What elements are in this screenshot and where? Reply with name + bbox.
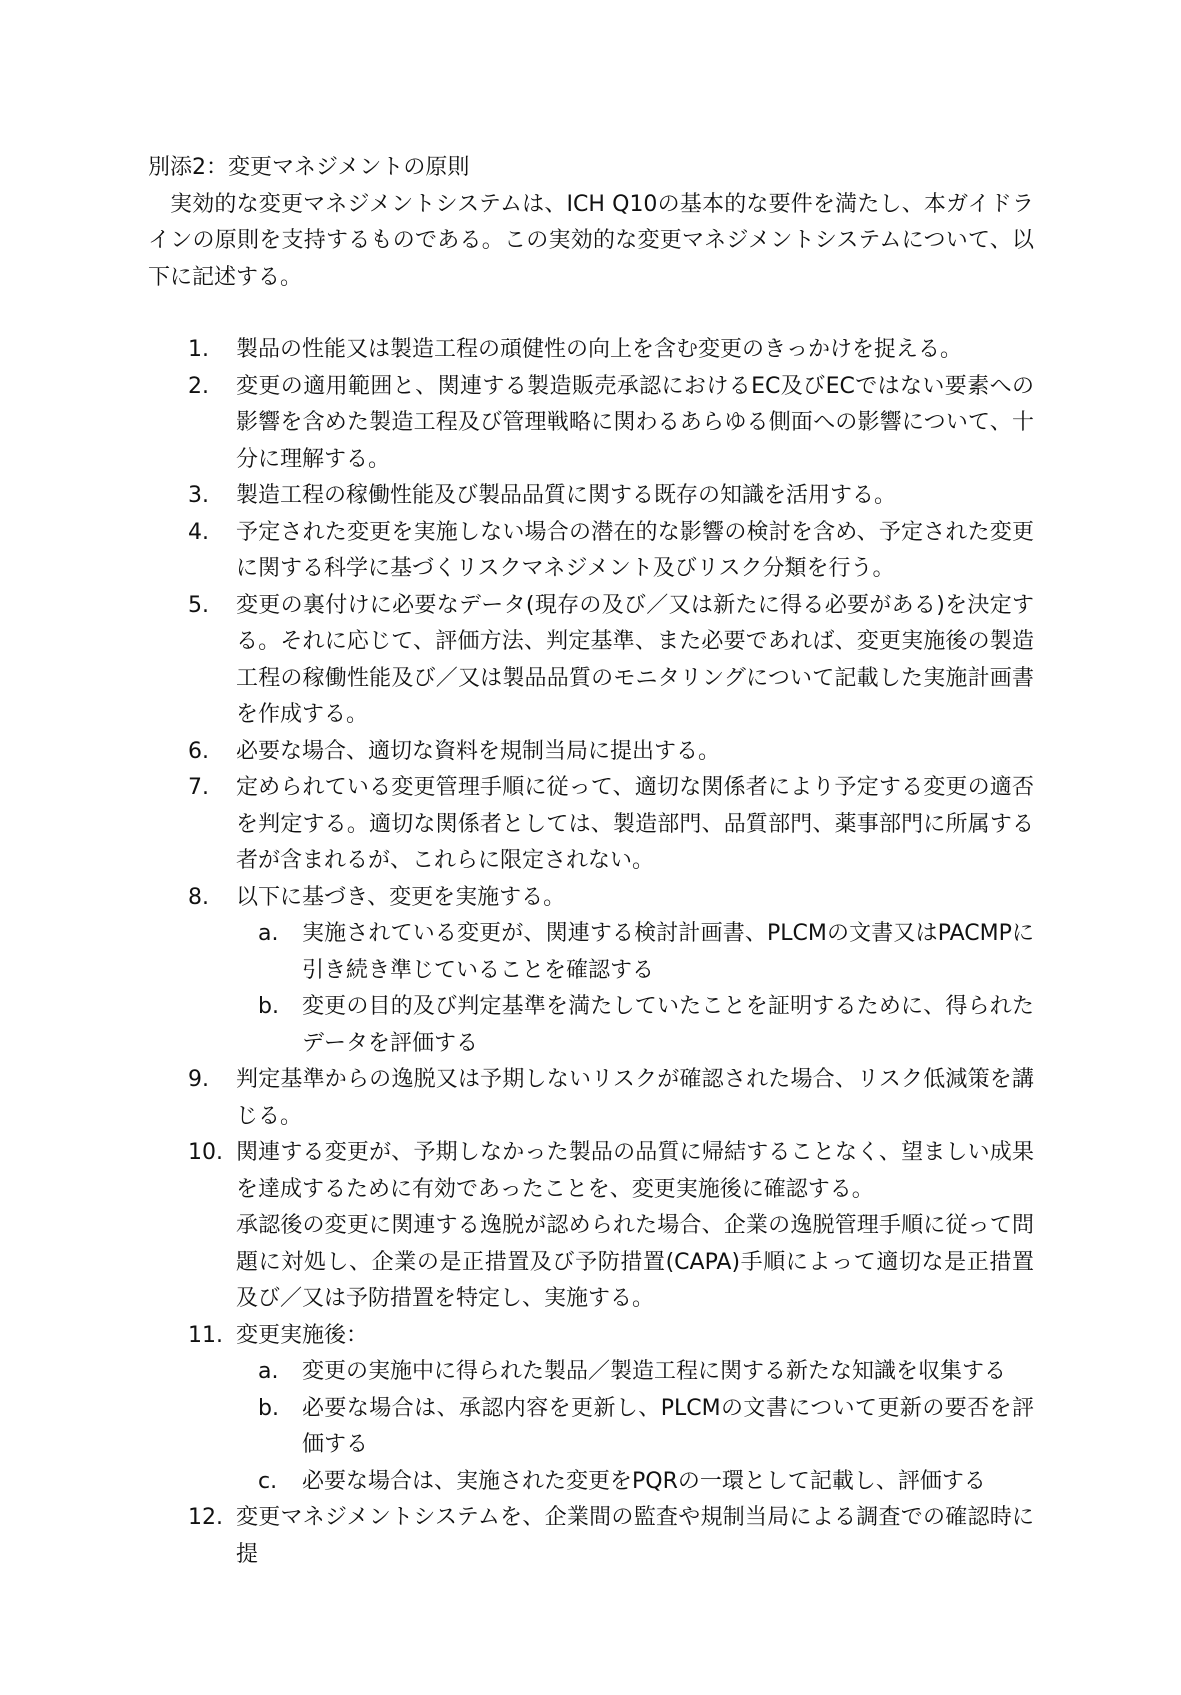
item-note: 承認後の変更に関連する逸脱が認められた場合、企業の逸脱管理手順に従って問題に対処し、企業の是正措置及び予防措置(CAPA)手順によって適切な是正措置及び／又は予防措置を特定し、実施する。 — [236, 1213, 1034, 1311]
item-text: 必要な場合、適切な資料を規制当局に提出する。 — [236, 738, 721, 764]
sub-item-text: 変更の目的及び判定基準を満たしていたことを証明するために、得られたデータを評価する — [302, 994, 1034, 1056]
item-text: 変更マネジメントシステムを、企業間の監査や規制当局による調査での確認時に提 — [236, 1505, 1034, 1567]
item-text: 変更実施後： — [236, 1322, 369, 1348]
item-text: 定められている変更管理手順に従って、適切な関係者により予定する変更の適否を判定する。適切な関係者としては、製造部門、品質部門、薬事部門に所属する者が含まれるが、これらに限定されない。 — [236, 775, 1034, 873]
item-text: 関連する変更が、予期しなかった製品の品質に帰結することなく、望ましい成果を達成するために有効であったことを、変更実施後に確認する。 — [236, 1140, 1034, 1202]
attachment-heading: 別添2：変更マネジメントの原則 — [148, 155, 470, 180]
sub-item-label: b. — [258, 994, 279, 1019]
intro-paragraph: 実効的な変更マネジメントシステムは、ICH Q10の基本的な要件を満たし、本ガイドラインの原則を支持するものである。この実効的な変更マネジメントシステムについて、以下に記述する。 — [148, 191, 1034, 290]
sub-item-label: a. — [258, 921, 279, 946]
sub-item-text: 必要な場合は、承認内容を更新し、PLCMの文書について更新の要否を評価する — [302, 1395, 1034, 1457]
sub-list — [236, 916, 1034, 1062]
item-text: 以下に基づき、変更を実施する。 — [236, 884, 566, 910]
sub-list-item — [236, 916, 1034, 989]
item-number: 9. — [188, 1067, 209, 1092]
list-item — [148, 478, 1034, 515]
principles-list — [148, 332, 1034, 1573]
sub-item-label: c. — [258, 1468, 278, 1494]
item-number: 4. — [188, 519, 209, 545]
item-text: 変更の裏付けに必要なデータ(現存の及び／又は新たに得る必要がある)を決定する。それに応じて、評価方法、判定基準、また必要であれば、変更実施後の製造工程の稼働性能及び／又は製品品質のモニタリングについて記載した実施計画書を作成する。 — [236, 592, 1034, 727]
item-number: 10. — [188, 1140, 223, 1165]
sub-item-label: a. — [258, 1359, 279, 1384]
sub-list-item — [236, 989, 1034, 1062]
sub-list-item — [236, 1464, 1034, 1501]
item-number: 7. — [188, 775, 209, 800]
item-number: 11. — [188, 1322, 223, 1348]
item-number: 3. — [188, 483, 209, 508]
list-item — [148, 515, 1034, 588]
list-item — [148, 588, 1034, 734]
sub-item-text: 実施されている変更が、関連する検討計画書、PLCMの文書又はPACMPに引き続き準じていることを確認する — [302, 921, 1034, 983]
sub-list — [236, 1354, 1034, 1500]
document-page — [148, 150, 1034, 1573]
item-number: 12. — [188, 1505, 223, 1530]
sub-item-label: b. — [258, 1395, 279, 1421]
list-item — [148, 1500, 1034, 1573]
sub-item-text: 必要な場合は、実施された変更をPQRの一環として記載し、評価する — [302, 1468, 986, 1494]
item-text: 製品の性能又は製造工程の頑健性の向上を含む変更のきっかけを捉える。 — [236, 337, 963, 362]
list-item — [148, 332, 1034, 369]
item-number: 5. — [188, 592, 209, 618]
list-item — [148, 770, 1034, 880]
item-text: 予定された変更を実施しない場合の潜在的な影響の検討を含め、予定された変更に関する科学に基づくリスクマネジメント及びリスク分類を行う。 — [236, 519, 1034, 581]
item-number: 6. — [188, 738, 209, 764]
list-item — [148, 880, 1034, 1063]
list-item — [148, 734, 1034, 771]
item-number: 8. — [188, 884, 209, 910]
list-item — [148, 1062, 1034, 1135]
item-number: 1. — [188, 337, 209, 362]
list-item — [148, 369, 1034, 479]
item-text: 製造工程の稼働性能及び製品品質に関する既存の知識を活用する。 — [236, 483, 897, 508]
item-number: 2. — [188, 373, 209, 399]
list-item — [148, 1318, 1034, 1501]
sub-item-text: 変更の実施中に得られた製品／製造工程に関する新たな知識を収集する — [302, 1359, 1007, 1384]
item-text: 判定基準からの逸脱又は予期しないリスクが確認された場合、リスク低減策を講じる。 — [236, 1067, 1034, 1129]
list-item — [148, 1135, 1034, 1318]
item-text: 変更の適用範囲と、関連する製造販売承認におけるEC及びECではない要素への影響を含めた製造工程及び管理戦略に関わるあらゆる側面への影響について、十分に理解する。 — [236, 373, 1034, 472]
sub-list-item — [236, 1354, 1034, 1391]
sub-list-item — [236, 1391, 1034, 1464]
